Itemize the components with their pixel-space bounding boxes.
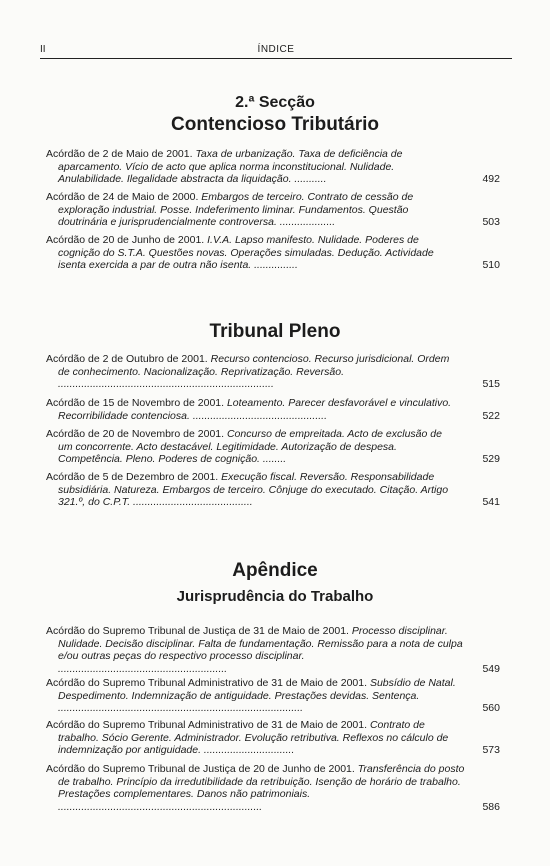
entry-lead: Acórdão de 20 de Novembro de 2001. (46, 428, 225, 440)
entry-lead: Acórdão do Supremo Tribunal de Justiça de 20 de Junho de 2001. (46, 763, 355, 775)
entry-page: 541 (482, 496, 500, 509)
section-subheading: Contencioso Tributário (171, 114, 379, 135)
entry-topics: Contrato de trabalho. Sócio Gerente. Administrador. Evolução retributiva. Reflexos no cálculo de indemnização por antiguidade. ............................... (58, 719, 449, 757)
entry-page: 560 (482, 702, 500, 715)
section-heading: Tribunal Pleno (209, 321, 341, 342)
entry-lead: Acórdão do Supremo Tribunal Administrativo de 31 de Maio de 2001. (46, 719, 368, 731)
entry-topics: Taxa de urbanização. Taxa de deficiência de aparcamento. Vício de acto que aplica norma inconstitucional. Nulidade. Anulabilidade. Ilegalidade abstracta da liquidação. ........... (58, 148, 403, 186)
toc-entry (46, 719, 500, 757)
entry-page: 549 (482, 662, 500, 675)
toc-entry (46, 191, 500, 229)
entry-topics: Processo disciplinar. Nulidade. Decisão disciplinar. Falta de fundamentação. Remissão para a nota de culpa e/ou outras peças do respectivo processo disciplinar. .......................................................... (58, 625, 463, 675)
toc-entry (46, 353, 500, 391)
page-number: II (40, 44, 46, 55)
entry-topics: Embargos de terceiro. Contrato de cessão de exploração industrial. Posse. Indeferimento liminar. Fundamentos. Questão doutrinária e jurisprudencialmente controversa. ................... (58, 191, 414, 229)
toc-entry (46, 397, 500, 422)
entry-page: 503 (482, 216, 500, 229)
entry-topics: Loteamento. Parecer desfavorável e vinculativo. Recorribilidade contenciosa. .............................................. (58, 397, 452, 422)
section-heading: 2.ª Secção (235, 94, 315, 111)
entry-lead: Acórdão de 2 de Outubro de 2001. (46, 353, 208, 365)
entry-topics: Execução fiscal. Reversão. Responsabilidade subsidiária. Natureza. Embargos de terceiro. Cônjuge do executado. Citação. Artigo 321.º, do C.P.T. ......................................... (58, 471, 449, 509)
entry-page: 586 (482, 800, 500, 813)
entry-topics: Recurso contencioso. Recurso jurisdicional. Ordem de conhecimento. Nacionalização. Reprivatização. Reversão. .......................................................................... (58, 353, 450, 391)
entry-lead: Acórdão do Supremo Tribunal de Justiça de 31 de Maio de 2001. (46, 625, 349, 637)
entry-lead: Acórdão de 20 de Junho de 2001. (46, 234, 205, 246)
entry-page: 515 (482, 378, 500, 391)
toc-entry (46, 677, 500, 715)
entry-topics: Concurso de empreitada. Acto de exclusão de um concorrente. Acto destacável. Legitimidade. Autorização de despesa. Competência. Pleno. Poderes de cognição. ........ (58, 428, 442, 466)
entry-lead: Acórdão de 5 de Dezembro de 2001. (46, 471, 219, 483)
toc-entry (46, 148, 500, 186)
toc-entry (46, 471, 500, 509)
entry-lead: Acórdão do Supremo Tribunal Administrativo de 31 de Maio de 2001. (46, 677, 368, 689)
entry-page: 492 (482, 173, 500, 186)
toc-entry (46, 234, 500, 272)
entry-lead: Acórdão de 15 de Novembro de 2001. (46, 397, 225, 409)
entry-topics: I.V.A. Lapso manifesto. Nulidade. Poderes de cognição do S.T.A. Questões novas. Operações simuladas. Dedução. Actividade isenta exercida a par de outra não isenta. ............... (58, 234, 434, 272)
entry-page: 522 (482, 409, 500, 422)
entry-lead: Acórdão de 2 de Maio de 2001. (46, 148, 193, 160)
appendix-subheading: Jurisprudência do Trabalho (176, 588, 374, 605)
entry-topics: Subsídio de Natal. Despedimento. Indemnização de antiguidade. Prestações devidas. Sentença. .................................................................................... (58, 677, 456, 715)
toc-entry (46, 428, 500, 466)
entry-topics: Transferência do posto de trabalho. Princípio da irredutibilidade da retribuição. Isenção de horário de trabalho. Prestações complementares. Danos não patrimoniais. ...................................................................... (58, 763, 465, 813)
header-title: ÍNDICE (257, 44, 295, 55)
running-header (40, 44, 512, 59)
entry-page: 529 (482, 453, 500, 466)
entry-page: 573 (482, 744, 500, 757)
entry-page: 510 (482, 259, 500, 272)
toc-entry (46, 625, 500, 675)
entry-lead: Acórdão de 24 de Maio de 2000. (46, 191, 199, 203)
appendix-heading: Apêndice (232, 560, 318, 581)
toc-entry (46, 763, 500, 813)
